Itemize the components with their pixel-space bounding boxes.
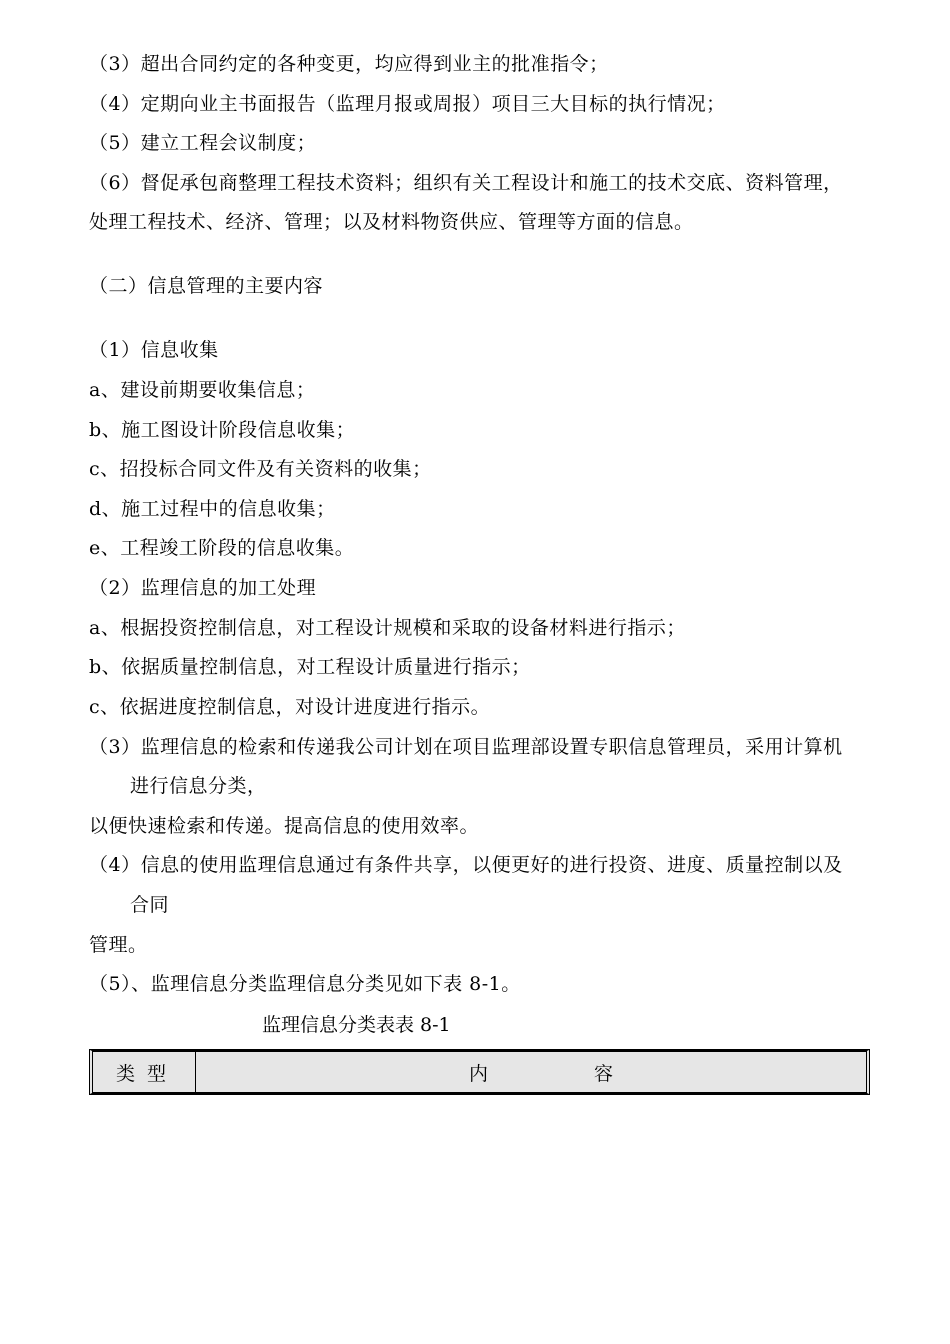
subsection-heading: （1）信息收集 (89, 339, 219, 361)
text-line: （3）超出合同约定的各种变更，均应得到业主的批准指令； (89, 53, 609, 75)
list-item: a、根据投资控制信息，对工程设计规模和采取的设备材料进行指示； (89, 617, 686, 639)
info-classification-table (89, 1049, 870, 1095)
subsection-heading: （3）监理信息的检索和传递我公司计划在项目监理部设置专职信息管理员，采用计算机 (89, 736, 843, 758)
subsection-heading: （2）监理信息的加工处理 (89, 577, 317, 599)
list-item: c、招投标合同文件及有关资料的收集； (89, 458, 432, 480)
subsection-heading: （5）、监理信息分类监理信息分类见如下表 8-1。 (89, 973, 521, 995)
text-line: 进行信息分类， (130, 775, 267, 797)
list-item: e、工程竣工阶段的信息收集。 (89, 537, 355, 559)
section-heading: （二）信息管理的主要内容 (89, 275, 324, 297)
text-line: （4）定期向业主书面报告（监理月报或周报）项目三大目标的执行情况； (89, 93, 726, 115)
list-item: b、依据质量控制信息，对工程设计质量进行指示； (89, 656, 531, 678)
subsection-heading: （4）信息的使用监理信息通过有条件共享，以便更好的进行投资、进度、质量控制以及 (89, 854, 843, 876)
table-caption: 监理信息分类表表 8-1 (262, 1014, 451, 1036)
list-item: a、建设前期要收集信息； (89, 379, 316, 401)
list-item: d、施工过程中的信息收集； (89, 498, 336, 520)
text-line: 管理。 (89, 934, 148, 956)
text-line: 合同 (130, 894, 170, 916)
table-header-type: 类型 (93, 1052, 196, 1092)
text-line: （5）建立工程会议制度； (89, 132, 317, 154)
list-item: c、依据进度控制信息，对设计进度进行指示。 (89, 696, 491, 718)
text-line: （6）督促承包商整理工程技术资料；组织有关工程设计和施工的技术交底、资料管理， (89, 172, 843, 194)
table-header-content: 内 容 (468, 1062, 614, 1085)
text-line: 处理工程技术、经济、管理；以及材料物资供应、管理等方面的信息。 (89, 211, 694, 233)
list-item: b、施工图设计阶段信息收集； (89, 419, 356, 441)
text-line: 以便快速检索和传递。提高信息的使用效率。 (89, 815, 480, 837)
